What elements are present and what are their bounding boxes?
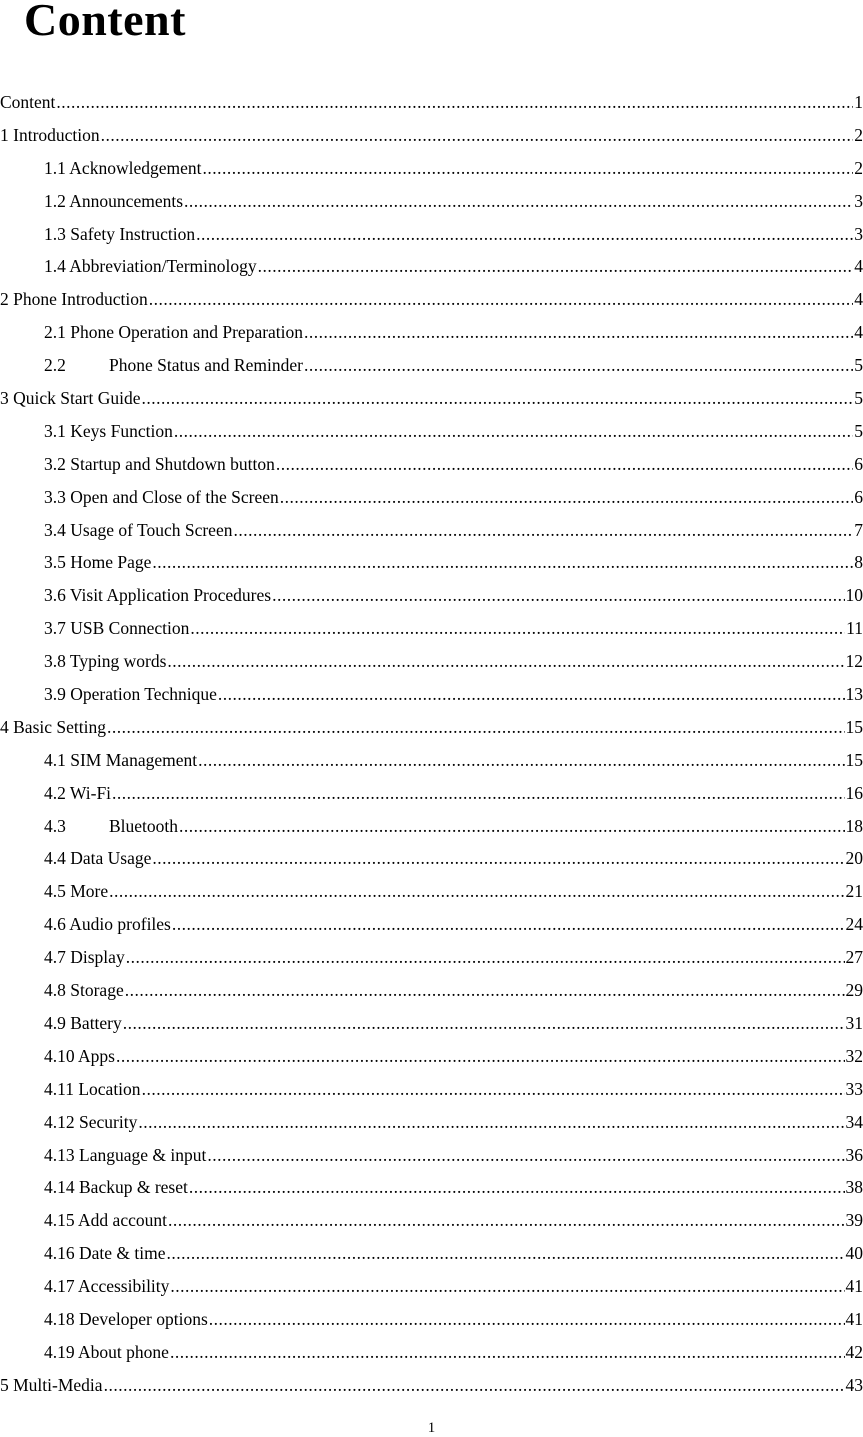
toc-entry[interactable]	[0, 617, 863, 650]
toc-dot-leader	[126, 946, 845, 968]
page-number: 1	[0, 1419, 863, 1437]
toc-entry-page: 12	[846, 650, 863, 672]
toc-entry[interactable]	[0, 716, 863, 749]
toc-dot-leader	[196, 223, 853, 245]
toc-entry-page: 40	[846, 1242, 863, 1264]
document-title: Content	[24, 0, 186, 46]
toc-dot-leader	[304, 354, 853, 376]
toc-entry[interactable]	[0, 1111, 863, 1144]
toc-entry-page: 31	[846, 1012, 863, 1034]
toc-dot-leader	[138, 1111, 844, 1133]
toc-entry-label: 2 Phone Introduction	[0, 288, 148, 310]
toc-entry[interactable]	[0, 847, 863, 880]
toc-entry-label: 1.4 Abbreviation/Terminology	[44, 255, 257, 277]
toc-entry-label: 3.3 Open and Close of the Screen	[44, 486, 279, 508]
toc-entry-label: 4.2 Wi-Fi	[44, 782, 111, 804]
toc-entry-label: 3 Quick Start Guide	[0, 387, 140, 409]
toc-entry-page: 16	[846, 782, 863, 804]
toc-dot-leader	[112, 782, 844, 804]
toc-entry-page: 3	[854, 190, 863, 212]
toc-entry[interactable]	[0, 1176, 863, 1209]
toc-entry-number: 2.2	[44, 354, 109, 376]
toc-entry[interactable]	[0, 354, 863, 387]
toc-entry-title: Phone Status and Reminder	[109, 355, 303, 375]
toc-dot-leader	[152, 551, 853, 573]
toc-entry-page: 29	[846, 979, 863, 1001]
toc-entry[interactable]	[0, 551, 863, 584]
toc-entry-page: 2	[854, 124, 863, 146]
toc-entry-label: 4.15 Add account	[44, 1209, 167, 1231]
toc-entry-label: 4.13 Language & input	[44, 1144, 206, 1166]
toc-entry-label: 3.9 Operation Technique	[44, 683, 217, 705]
toc-dot-leader	[276, 453, 853, 475]
toc-entry-page: 34	[846, 1111, 863, 1133]
toc-entry-page: 5	[854, 354, 863, 376]
toc-entry-label: 1.2 Announcements	[44, 190, 183, 212]
toc-dot-leader	[189, 1176, 845, 1198]
toc-entry[interactable]	[0, 453, 863, 486]
toc-entry[interactable]	[0, 1045, 863, 1078]
toc-dot-leader	[141, 387, 853, 409]
toc-entry[interactable]	[0, 815, 863, 848]
toc-entry[interactable]	[0, 1275, 863, 1308]
toc-entry-page: 38	[846, 1176, 863, 1198]
toc-entry-page: 21	[846, 880, 863, 902]
toc-entry-page: 5	[854, 387, 863, 409]
toc-entry[interactable]	[0, 91, 863, 124]
toc-dot-leader	[142, 1078, 845, 1100]
toc-entry[interactable]	[0, 650, 863, 683]
toc-entry[interactable]	[0, 486, 863, 519]
toc-entry-label: 3.4 Usage of Touch Screen	[44, 519, 232, 541]
toc-dot-leader	[280, 486, 854, 508]
toc-entry-label: 3.2 Startup and Shutdown button	[44, 453, 275, 475]
toc-entry-label: 4.17 Accessibility	[44, 1275, 169, 1297]
toc-dot-leader	[123, 1012, 845, 1034]
table-of-contents	[0, 91, 863, 1407]
toc-dot-leader	[109, 880, 844, 902]
toc-dot-leader	[258, 255, 854, 277]
toc-dot-leader	[190, 617, 845, 639]
toc-entry-label: 4.9 Battery	[44, 1012, 122, 1034]
toc-entry-page: 6	[854, 453, 863, 475]
toc-dot-leader	[202, 157, 853, 179]
toc-dot-leader	[152, 847, 844, 869]
toc-entry-label: 4.5 More	[44, 880, 108, 902]
toc-dot-leader	[272, 584, 844, 606]
toc-entry-label: Content	[0, 91, 55, 113]
toc-entry-label: 1 Introduction	[0, 124, 100, 146]
toc-entry-label: 1.1 Acknowledgement	[44, 157, 201, 179]
toc-entry-page: 41	[846, 1275, 863, 1297]
toc-entry[interactable]	[0, 387, 863, 420]
toc-entry-label: 2.1 Phone Operation and Preparation	[44, 321, 303, 343]
toc-entry-page: 41	[846, 1308, 863, 1330]
toc-entry-label: 4.18 Developer options	[44, 1308, 208, 1330]
toc-entry-label: 4.16 Date & time	[44, 1242, 166, 1264]
toc-entry[interactable]	[0, 913, 863, 946]
toc-dot-leader	[168, 1209, 845, 1231]
toc-entry[interactable]	[0, 979, 863, 1012]
toc-entry-label: 3.5 Home Page	[44, 551, 151, 573]
toc-entry-page: 4	[854, 255, 863, 277]
toc-entry-page: 2	[854, 157, 863, 179]
toc-entry-page: 18	[846, 815, 863, 837]
toc-entry-page: 20	[846, 847, 863, 869]
toc-dot-leader	[149, 288, 853, 310]
toc-entry-page: 33	[846, 1078, 863, 1100]
toc-dot-leader	[170, 1341, 845, 1363]
toc-entry-title: Bluetooth	[109, 816, 178, 836]
toc-entry-label: 4.8 Storage	[44, 979, 124, 1001]
toc-entry-label: 4.14 Backup & reset	[44, 1176, 188, 1198]
toc-entry[interactable]	[0, 157, 863, 190]
toc-entry-label: 4.7 Display	[44, 946, 125, 968]
toc-dot-leader	[184, 190, 853, 212]
toc-dot-leader	[116, 1045, 845, 1067]
toc-dot-leader	[170, 1275, 844, 1297]
toc-entry-page: 15	[846, 716, 863, 738]
toc-entry[interactable]	[0, 1209, 863, 1242]
toc-entry-page: 3	[854, 223, 863, 245]
toc-entry-label: 3.8 Typing words	[44, 650, 166, 672]
toc-dot-leader	[167, 650, 844, 672]
toc-entry[interactable]	[0, 255, 863, 288]
toc-entry-label: 4.10 Apps	[44, 1045, 115, 1067]
toc-entry-page: 5	[854, 420, 863, 442]
toc-entry[interactable]	[0, 683, 863, 716]
toc-entry[interactable]	[0, 519, 863, 552]
toc-entry[interactable]	[0, 1078, 863, 1111]
toc-dot-leader	[56, 91, 853, 113]
toc-entry-page: 13	[846, 683, 863, 705]
toc-dot-leader	[107, 716, 845, 738]
toc-entry[interactable]	[0, 124, 863, 157]
toc-entry-label	[44, 815, 178, 837]
toc-entry-page: 6	[854, 486, 863, 508]
toc-entry-label: 4 Basic Setting	[0, 716, 106, 738]
toc-entry-page: 8	[854, 551, 863, 573]
toc-dot-leader	[174, 420, 853, 442]
toc-entry-label: 1.3 Safety Instruction	[44, 223, 195, 245]
toc-entry[interactable]	[0, 223, 863, 256]
toc-entry-label: 5 Multi-Media	[0, 1374, 103, 1396]
toc-entry[interactable]	[0, 288, 863, 321]
toc-entry[interactable]	[0, 782, 863, 815]
toc-entry-page: 10	[846, 584, 863, 606]
toc-dot-leader	[125, 979, 845, 1001]
toc-entry-label: 4.19 About phone	[44, 1341, 169, 1363]
toc-entry-label: 4.11 Location	[44, 1078, 141, 1100]
toc-entry-page: 32	[846, 1045, 863, 1067]
toc-entry[interactable]	[0, 946, 863, 979]
toc-dot-leader	[209, 1308, 845, 1330]
toc-entry-label: 3.6 Visit Application Procedures	[44, 584, 271, 606]
toc-dot-leader	[304, 321, 853, 343]
toc-entry-label: 4.1 SIM Management	[44, 749, 197, 771]
toc-entry-page: 4	[854, 321, 863, 343]
toc-entry-page: 1	[854, 91, 863, 113]
toc-entry-page: 43	[846, 1374, 863, 1396]
toc-entry-label: 4.6 Audio profiles	[44, 913, 171, 935]
toc-entry[interactable]	[0, 1341, 863, 1374]
toc-dot-leader	[104, 1374, 845, 1396]
toc-dot-leader	[101, 124, 854, 146]
toc-entry-page: 36	[846, 1144, 863, 1166]
toc-entry-page: 27	[846, 946, 863, 968]
toc-entry[interactable]	[0, 749, 863, 782]
toc-dot-leader	[198, 749, 844, 771]
toc-entry[interactable]	[0, 420, 863, 453]
toc-entry-label: 4.12 Security	[44, 1111, 137, 1133]
toc-entry-page: 15	[846, 749, 863, 771]
toc-entry[interactable]	[0, 1012, 863, 1045]
toc-dot-leader	[179, 815, 844, 837]
toc-entry-page: 11	[846, 617, 863, 639]
toc-entry-label: 4.4 Data Usage	[44, 847, 151, 869]
toc-entry[interactable]	[0, 1242, 863, 1275]
toc-entry-label	[44, 354, 303, 376]
toc-entry[interactable]	[0, 880, 863, 913]
toc-dot-leader	[233, 519, 853, 541]
toc-entry-label: 3.7 USB Connection	[44, 617, 189, 639]
toc-entry-page: 39	[846, 1209, 863, 1231]
toc-dot-leader	[172, 913, 845, 935]
toc-entry-page: 24	[846, 913, 863, 935]
toc-entry-page: 42	[846, 1341, 863, 1363]
toc-entry-page: 7	[854, 519, 863, 541]
toc-entry[interactable]	[0, 1374, 863, 1407]
toc-entry-page: 4	[854, 288, 863, 310]
toc-entry-number: 4.3	[44, 815, 109, 837]
toc-entry[interactable]	[0, 584, 863, 617]
toc-entry[interactable]	[0, 190, 863, 223]
toc-entry-label: 3.1 Keys Function	[44, 420, 173, 442]
toc-entry[interactable]	[0, 1308, 863, 1341]
toc-dot-leader	[207, 1144, 844, 1166]
toc-dot-leader	[218, 683, 845, 705]
toc-entry[interactable]	[0, 321, 863, 354]
toc-dot-leader	[167, 1242, 845, 1264]
toc-entry[interactable]	[0, 1144, 863, 1177]
